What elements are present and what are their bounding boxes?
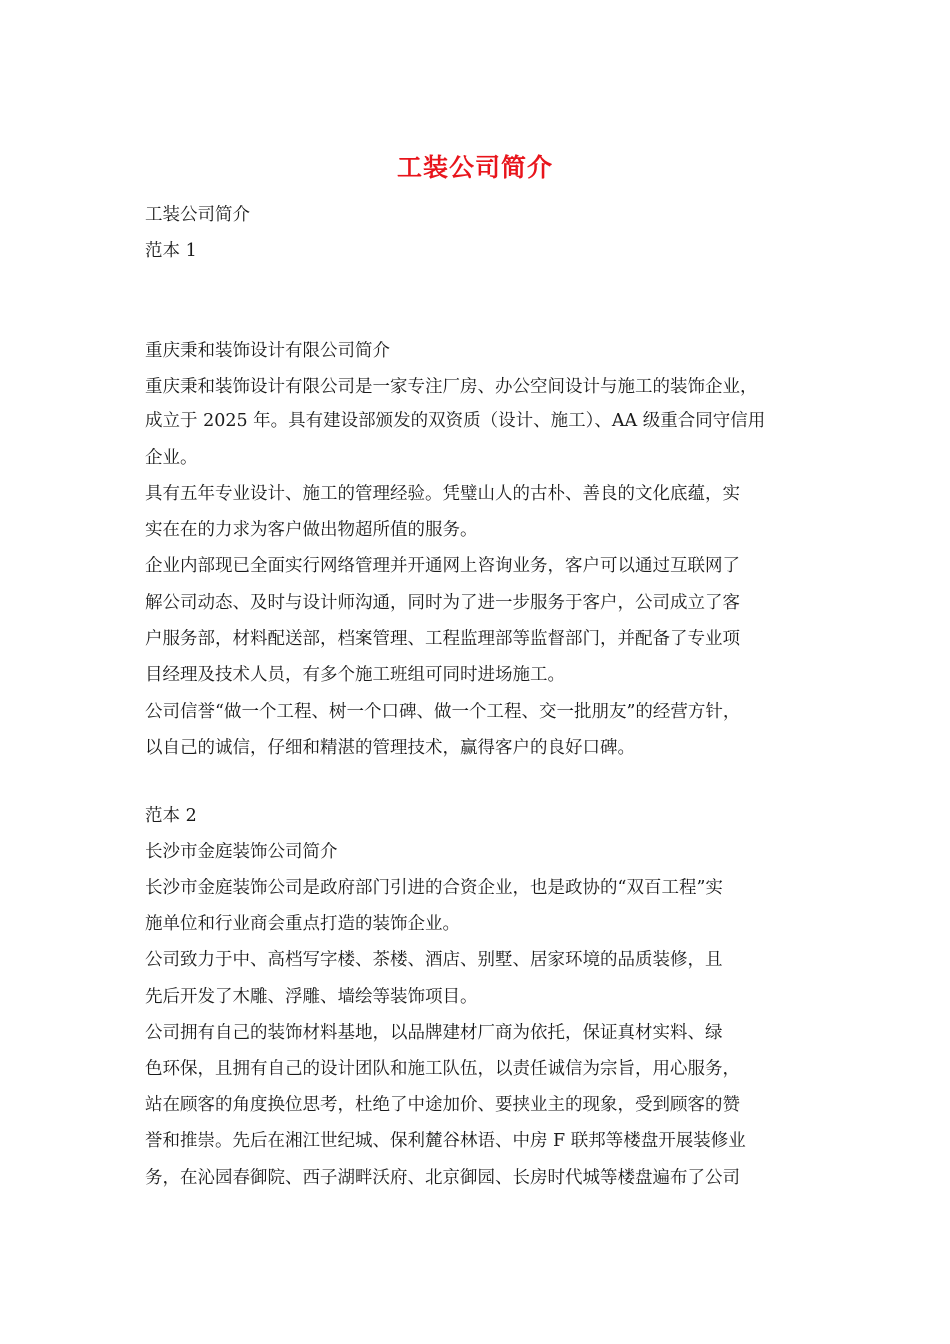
paragraph-line: 施单位和行业商会重点打造的装饰企业。 bbox=[145, 914, 460, 934]
paragraph-line: 目经理及技术人员，有多个施工班组可同时进场施工。 bbox=[145, 665, 565, 685]
paragraph-line: 务，在沁园春御院、西子湖畔沃府、北京御园、长房时代城等楼盘遍布了公司 bbox=[145, 1168, 740, 1188]
subtitle-line: 工装公司简介 bbox=[145, 205, 250, 225]
document-title: 工装公司简介 bbox=[396, 153, 553, 182]
paragraph-line: 企业。 bbox=[145, 448, 198, 468]
paragraph-line: 公司拥有自己的装饰材料基地，以品牌建材厂商为依托，保证真材实料、绿 bbox=[145, 1023, 723, 1043]
paragraph-line: 色环保，且拥有自己的设计团队和施工队伍，以责任诚信为宗旨，用心服务， bbox=[145, 1059, 740, 1079]
section-label-2: 范本 2 bbox=[145, 806, 197, 826]
section-label-1: 范本 1 bbox=[145, 241, 197, 261]
paragraph-line: 重庆秉和装饰设计有限公司是一家专注厂房、办公空间设计与施工的装饰企业， bbox=[145, 377, 758, 397]
paragraph-line: 公司致力于中、高档写字楼、茶楼、酒店、别墅、居家环境的品质装修，且 bbox=[145, 950, 723, 970]
paragraph-line: 具有五年专业设计、施工的管理经验。凭璧山人的古朴、善良的文化底蕴，实 bbox=[145, 484, 740, 504]
company-heading-2: 长沙市金庭装饰公司简介 bbox=[145, 842, 338, 862]
paragraph-line: 先后开发了木雕、浮雕、墙绘等装饰项目。 bbox=[145, 987, 478, 1007]
paragraph-line: 实在在的力求为客户做出物超所值的服务。 bbox=[145, 520, 478, 540]
paragraph-line: 户服务部，材料配送部，档案管理、工程监理部等监督部门，并配备了专业项 bbox=[145, 629, 740, 649]
paragraph-line: 以自己的诚信，仔细和精湛的管理技术，赢得客户的良好口碑。 bbox=[145, 738, 635, 758]
paragraph-line: 解公司动态、及时与设计师沟通，同时为了进一步服务于客户，公司成立了客 bbox=[145, 593, 740, 613]
paragraph-line: 长沙市金庭装饰公司是政府部门引进的合资企业，也是政协的“双百工程”实 bbox=[145, 878, 723, 898]
paragraph-line: 企业内部现已全面实行网络管理并开通网上咨询业务，客户可以通过互联网了 bbox=[145, 556, 740, 576]
paragraph-line: 站在顾客的角度换位思考，杜绝了中途加价、要挟业主的现象，受到顾客的赞 bbox=[145, 1095, 740, 1115]
paragraph-line: 成立于 2025 年。具有建设部颁发的双资质（设计、施工）、AA 级重合同守信用 bbox=[145, 411, 766, 431]
company-heading-1: 重庆秉和装饰设计有限公司简介 bbox=[145, 341, 390, 361]
paragraph-line: 誉和推崇。先后在湘江世纪城、保利麓谷林语、中房 F 联邦等楼盘开展装修业 bbox=[145, 1131, 746, 1151]
paragraph-line: 公司信誉“做一个工程、树一个口碑、做一个工程、交一批朋友”的经营方针， bbox=[145, 702, 741, 722]
